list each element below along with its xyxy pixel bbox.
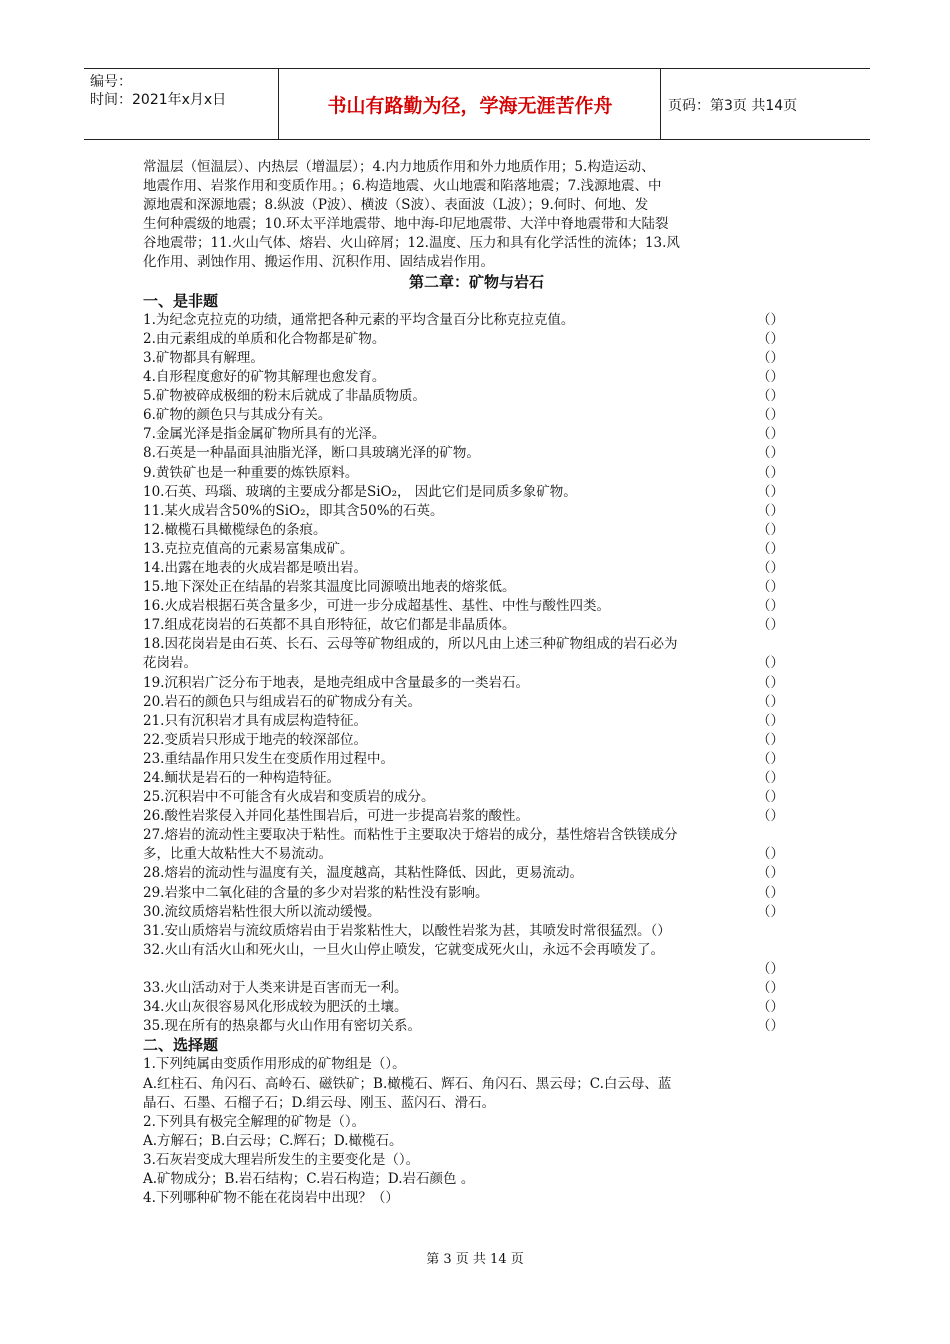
choice-question-line: 晶石、石墨、石榴子石；D.绢云母、刚玉、蓝闪石、滑石。 <box>143 1094 496 1111</box>
answer-blank: （） <box>757 388 784 405</box>
question-text: 4.自形程度愈好的矿物其解理也愈发育。 <box>143 369 386 386</box>
question-text: 25.沉积岩中不可能含有火成岩和变质岩的成分。 <box>143 789 435 806</box>
choice-question-line: A.红柱石、角闪石、高岭石、磁铁矿；B.橄榄石、辉石、角闪石、黑云母；C.白云母、蓝 <box>143 1075 672 1092</box>
answer-blank: （） <box>757 903 784 920</box>
answer-blank: （） <box>757 789 784 806</box>
answer-blank: （） <box>757 598 784 615</box>
answer-blank: （） <box>757 311 784 328</box>
multiple-choice-list <box>143 1055 810 1208</box>
question-text: 5.矿物被碎成极细的粉末后就成了非晶质物质。 <box>143 388 426 405</box>
question-line <box>143 998 810 1017</box>
question-line <box>143 864 810 883</box>
intro-line: 化作用、剥蚀作用、搬运作用、沉积作用、固结成岩作用。 <box>143 254 494 271</box>
question-text: 12.橄榄石具橄榄绿色的条痕。 <box>143 521 327 538</box>
question-text: 6.矿物的颜色只与其成分有关。 <box>143 407 332 424</box>
answer-blank: （） <box>757 674 784 691</box>
question-text: 10.石英、玛瑙、玻璃的主要成分都是SiO₂， 因此它们是同质多象矿物。 <box>143 483 577 500</box>
question-line <box>143 464 810 483</box>
question-line <box>143 979 810 998</box>
answer-blank: （） <box>757 884 784 901</box>
question-text: 23.重结晶作用只发生在变质作用过程中。 <box>143 750 394 767</box>
question-text: 27.熔岩的流动性主要取决于粘性。而粘性于主要取决于熔岩的成分，基性熔岩含铁镁成分 <box>143 827 678 844</box>
intro-paragraph <box>143 158 810 273</box>
question-line <box>143 1017 810 1036</box>
question-line <box>143 540 810 559</box>
question-text: 22.变质岩只形成于地壳的较深部位。 <box>143 731 367 748</box>
choice-question-line: 1.下列纯属由变质作用形成的矿物组是（）。 <box>143 1056 406 1073</box>
header-motto: 书山有路勤为径，学海无涯苦作舟 <box>327 94 613 117</box>
question-text: 11.某火成岩含50%的SiO₂，即其含50%的石英。 <box>143 502 444 519</box>
chapter-title: 第二章：矿物与岩石 <box>408 272 544 291</box>
question-line <box>143 903 810 922</box>
question-text: 19.沉积岩广泛分布于地表，是地壳组成中含量最多的一类岩石。 <box>143 674 529 691</box>
question-line <box>143 597 810 616</box>
header-divider <box>660 69 661 139</box>
question-text: 16.火成岩根据石英含量多少，可进一步分成超基性、基性、中性与酸性四类。 <box>143 598 610 615</box>
question-line <box>143 788 810 807</box>
question-text: 35.现在所有的热泉都与火山作用有密切关系。 <box>143 1018 421 1035</box>
answer-blank: （） <box>757 559 784 576</box>
answer-blank: （） <box>757 426 784 443</box>
question-text: 18.因花岗岩是由石英、长石、云母等矿物组成的，所以凡由上述三种矿物组成的岩石必为 <box>143 636 678 653</box>
question-text: 多，比重大故粘性大不易流动。 <box>143 846 332 863</box>
question-text: 31.安山质熔岩与流纹质熔岩由于岩浆粘性大，以酸性岩浆为甚，其喷发时常很猛烈。（） <box>143 922 671 939</box>
header-divider <box>278 69 279 139</box>
page-footer: 第 3 页 共 14 页 <box>426 1252 524 1267</box>
answer-blank: （） <box>757 617 784 634</box>
header-meta <box>90 73 280 109</box>
question-line <box>143 960 810 979</box>
question-line <box>143 845 810 864</box>
question-text: 2.由元素组成的单质和化合物都是矿物。 <box>143 330 386 347</box>
question-text: 13.克拉克值高的元素易富集成矿。 <box>143 540 354 557</box>
true-false-list <box>143 311 810 1037</box>
answer-blank: （） <box>757 731 784 748</box>
question-line <box>143 654 810 673</box>
question-line <box>143 674 810 693</box>
question-line <box>143 807 810 826</box>
question-text: 3.矿物都具有解理。 <box>143 349 264 366</box>
question-line <box>143 731 810 750</box>
date-line: 时间：2021年x月x日 <box>90 92 227 108</box>
question-text: 14.出露在地表的火成岩都是喷出岩。 <box>143 559 367 576</box>
answer-blank: （） <box>757 445 784 462</box>
question-text: 24.鲕状是岩石的一种构造特征。 <box>143 770 340 786</box>
answer-blank: （） <box>757 483 784 500</box>
answer-blank: （） <box>757 846 784 863</box>
answer-blank: （） <box>757 521 784 538</box>
question-line <box>143 750 810 769</box>
question-line <box>143 769 810 788</box>
question-line <box>143 559 810 578</box>
intro-line: 常温层（恒温层）、内热层（增温层）；4.内力地质作用和外力地质作用；5.构造运动、 <box>143 159 655 175</box>
question-line <box>143 502 810 521</box>
question-text: 21.只有沉积岩才具有成层构造特征。 <box>143 712 367 729</box>
intro-line: 谷地震带；11.火山气体、熔岩、火山碎屑；12.温度、压力和具有化学活性的流体；13.风 <box>143 235 680 252</box>
answer-blank: （） <box>757 980 784 997</box>
section-title-multiple-choice: 二、选择题 <box>143 1036 219 1055</box>
question-line <box>143 693 810 712</box>
question-line <box>143 635 810 654</box>
question-line <box>143 387 810 406</box>
intro-line: 生何种震级的地震；10.环太平洋地震带、地中海-印尼地震带、大洋中脊地震带和大陆裂 <box>143 216 669 233</box>
number-label: 编号： <box>90 74 132 90</box>
question-text: 花岗岩。 <box>143 655 197 672</box>
question-text: 28.熔岩的流动性与温度有关，温度越高，其粘性降低、因此，更易流动。 <box>143 865 583 882</box>
answer-blank: （） <box>757 464 784 481</box>
intro-line: 地震作用、岩浆作用和变质作用。；6.构造地震、火山地震和陷落地震；7.浅源地震、中 <box>143 178 662 195</box>
question-line <box>143 311 810 330</box>
question-line <box>143 884 810 903</box>
question-line <box>143 483 810 502</box>
choice-question-line: A.矿物成分；B.岩石结构；C.岩石构造；D.岩石颜色 。 <box>143 1170 475 1187</box>
answer-blank: （） <box>757 540 784 557</box>
question-text: 26.酸性岩浆侵入并同化基性围岩后，可进一步提高岩浆的酸性。 <box>143 808 529 825</box>
document-body <box>143 158 810 1208</box>
question-text: 34.火山灰很容易风化形成较为肥沃的土壤。 <box>143 999 408 1016</box>
intro-line: 源地震和深源地震；8.纵波（P波）、横波（S波）、表面波（L波）；9.何时、何地、发 <box>143 197 649 214</box>
question-line <box>143 712 810 731</box>
answer-blank: （） <box>757 770 784 786</box>
question-text: 20.岩石的颜色只与组成岩石的矿物成分有关。 <box>143 693 421 710</box>
answer-blank: （） <box>757 750 784 767</box>
answer-blank: （） <box>757 407 784 424</box>
question-line <box>143 922 810 941</box>
question-line <box>143 444 810 463</box>
section-title-true-false: 一、是非题 <box>143 291 219 310</box>
question-text: 17.组成花岗岩的石英都不具自形特征，故它们都是非晶质体。 <box>143 617 516 634</box>
answer-blank: （） <box>757 693 784 710</box>
question-text: 30.流纹质熔岩粘性很大所以流动缓慢。 <box>143 903 381 920</box>
question-line <box>143 578 810 597</box>
question-text: 7.金属光泽是指金属矿物所具有的光泽。 <box>143 426 386 443</box>
question-text: 15.地下深处正在结晶的岩浆其温度比同源喷出地表的熔浆低。 <box>143 579 516 596</box>
question-text: 1.为纪念克拉克的功绩，通常把各种元素的平均含量百分比称克拉克值。 <box>143 311 575 328</box>
question-line <box>143 941 810 960</box>
answer-blank: （） <box>757 502 784 519</box>
answer-blank: （） <box>757 349 784 366</box>
choice-question-line: 3.石灰岩变成大理岩所发生的主要变化是（）。 <box>143 1151 420 1168</box>
page-header <box>84 68 870 140</box>
answer-blank: （） <box>757 1018 784 1035</box>
question-line <box>143 406 810 425</box>
answer-blank: （） <box>757 330 784 347</box>
question-line <box>143 425 810 444</box>
header-page-info: 页码：第3页 共14页 <box>668 98 798 114</box>
question-text: 32.火山有活火山和死火山，一旦火山停止喷发，它就变成死火山，永远不会再喷发了。 <box>143 941 664 958</box>
answer-blank: （） <box>757 865 784 882</box>
question-line <box>143 521 810 540</box>
question-text: 29.岩浆中二氧化硅的含量的多少对岩浆的粘性没有影响。 <box>143 884 489 901</box>
question-line <box>143 330 810 349</box>
answer-blank: （） <box>757 712 784 729</box>
answer-blank: （） <box>757 579 784 596</box>
choice-question-line: A.方解石；B.白云母；C.辉石；D.橄榄石。 <box>143 1132 403 1149</box>
question-line <box>143 368 810 387</box>
answer-blank: （） <box>757 369 784 386</box>
question-text: 9.黄铁矿也是一种重要的炼铁原料。 <box>143 464 359 481</box>
answer-blank: （） <box>757 808 784 825</box>
question-line <box>143 616 810 635</box>
question-text: 33.火山活动对于人类来讲是百害而无一利。 <box>143 980 408 997</box>
question-line <box>143 826 810 845</box>
choice-question-line: 2.下列具有极完全解理的矿物是（）。 <box>143 1113 366 1130</box>
question-line <box>143 349 810 368</box>
answer-blank: （） <box>757 999 784 1016</box>
answer-blank: （） <box>757 960 784 977</box>
answer-blank: （） <box>757 655 784 672</box>
question-text: 8.石英是一种晶面具油脂光泽，断口具玻璃光泽的矿物。 <box>143 445 480 462</box>
choice-question-line: 4.下列哪种矿物不能在花岗岩中出现？（） <box>143 1190 399 1207</box>
